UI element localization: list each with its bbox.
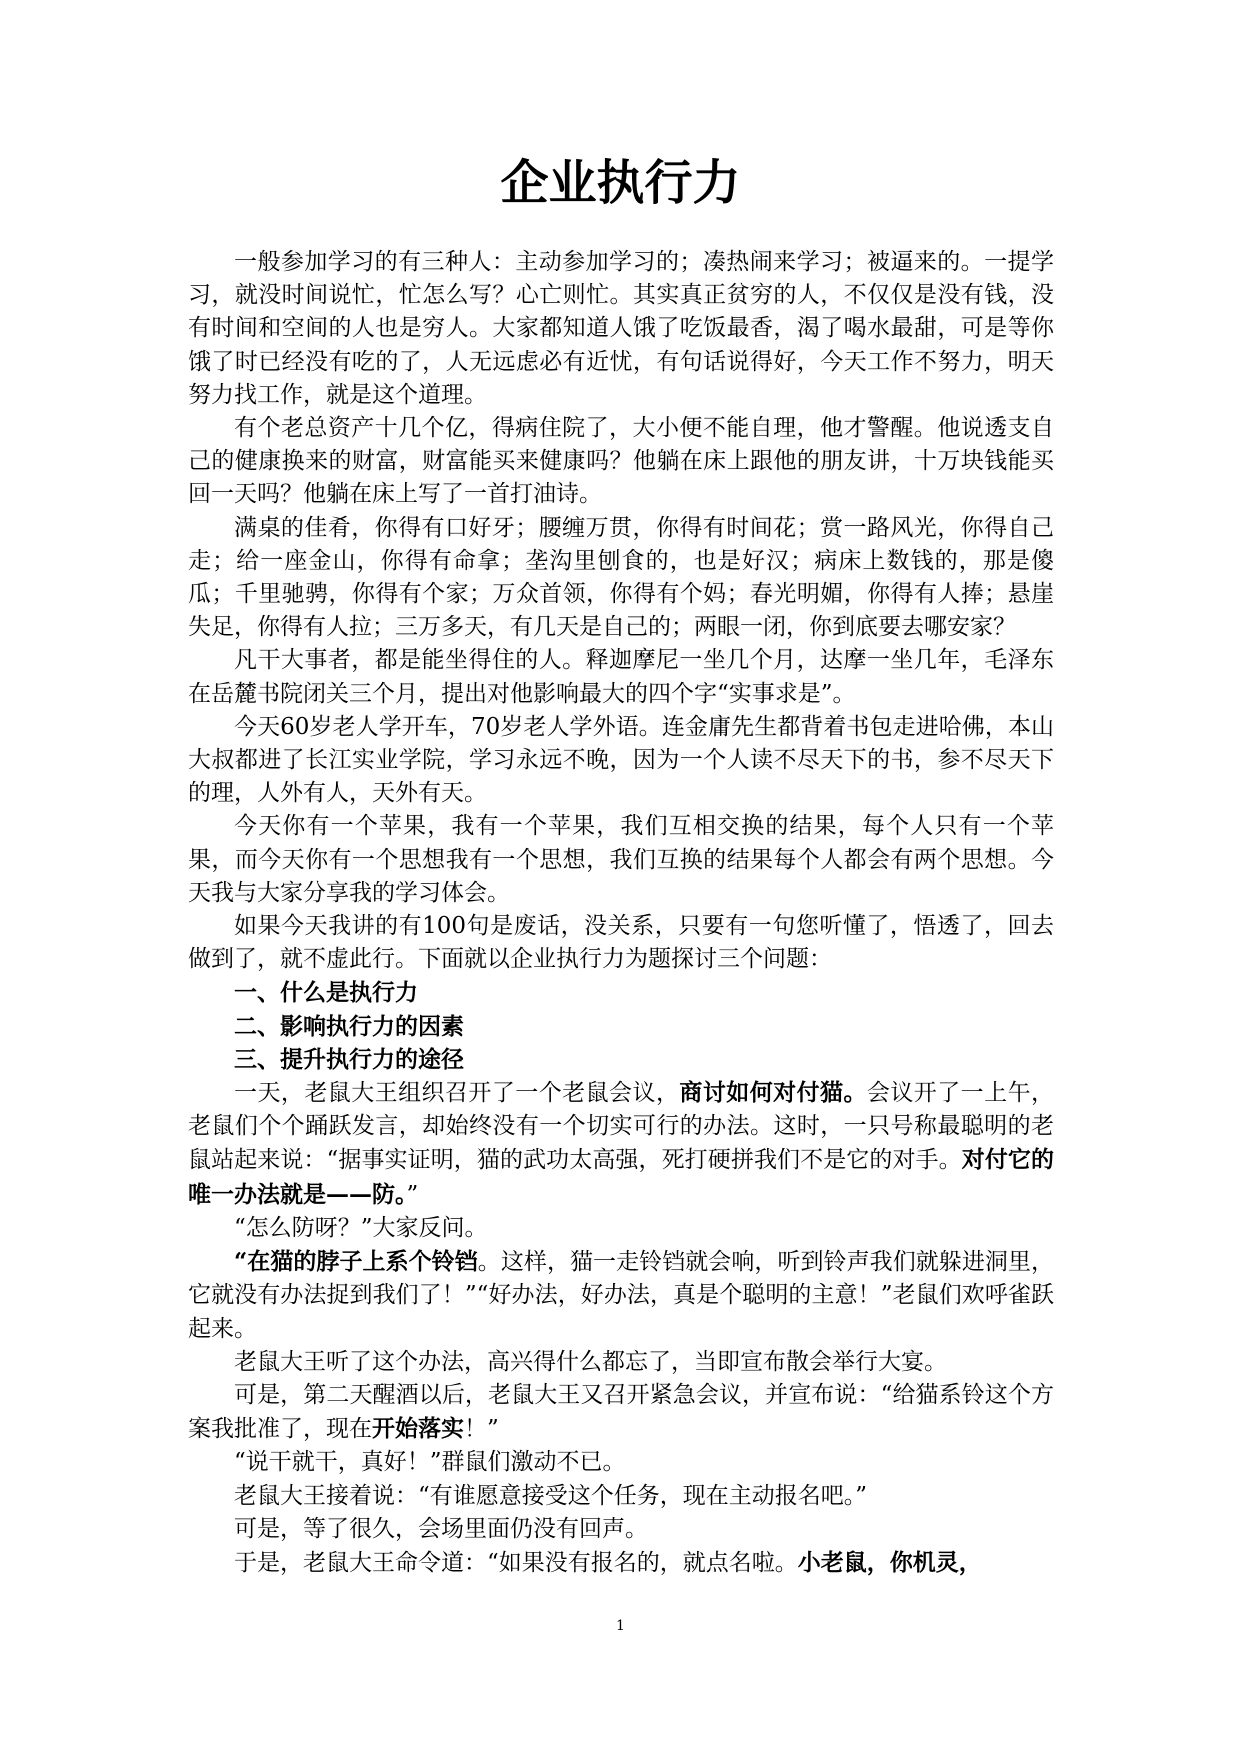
body-paragraph (188, 810, 1054, 910)
text-segment: 会议开了一上午，老鼠们个个踊跃发言，却始终没有一个切实可行的办法。这时，一只号称最聪明的老鼠站起来说：“据事实证明，猫的武功太高强，死打硬拼我们不是它的对手。 (188, 1080, 1055, 1174)
text-segment: 有个老总资产十几个亿，得病住院了，大小便不能自理，他才警醒。他说透支自己的健康换来的财富，财富能买来健康吗？他躺在床上跟他的朋友讲，十万块钱能买回一天吗？他躺在床上写了一首打油诗。 (188, 415, 1054, 508)
body-paragraph (188, 1446, 1054, 1479)
text-segment: 于是，老鼠大王命令道：“如果没有报名的，就点名啦。 (234, 1549, 798, 1576)
body-paragraph (188, 711, 1054, 811)
text-segment: 老鼠大王听了这个办法，高兴得什么都忘了，当即宣布散会举行大宴。 (234, 1348, 947, 1375)
section-heading (188, 1010, 1054, 1043)
body-paragraph (188, 910, 1054, 976)
text-segment: “怎么防呀？”大家反问。 (234, 1214, 488, 1241)
text-segment: 今天60岁老人学开车，70岁老人学外语。连金庸先生都背着书包走进哈佛，本山大叔都进了长江实业学院，学习永远不晚，因为一个人读不尽天下的书，参不尽天下的理，人外有人，天外有天。 (188, 713, 1054, 807)
text-segment: ” (406, 1181, 419, 1208)
body-paragraph (188, 512, 1054, 645)
body-paragraph (188, 1513, 1054, 1546)
bold-text-segment: “在猫的脖子上系个铃铛 (234, 1248, 478, 1276)
section-heading (188, 1043, 1054, 1076)
text-segment: 今天你有一个苹果，我有一个苹果，我们互相交换的结果，每个人只有一个苹果，而今天你有一个思想我有一个思想，我们互换的结果每个人都会有两个思想。今天我与大家分享我的学习体会。 (188, 813, 1054, 906)
bold-text-segment: 商讨如何对付猫。 (679, 1079, 867, 1107)
body-paragraph (188, 1379, 1054, 1446)
body-paragraph (188, 1212, 1054, 1245)
text-segment: 一天，老鼠大王组织召开了一个老鼠会议， (234, 1080, 680, 1107)
body-paragraph (188, 246, 1054, 412)
body-paragraph (188, 412, 1054, 512)
body-paragraph (188, 1245, 1054, 1346)
text-segment: “说干就干，真好！”群鼠们激动不已。 (234, 1449, 626, 1476)
section-heading (188, 976, 1054, 1009)
text-segment: ！” (464, 1416, 499, 1443)
bold-text-segment: 小老鼠，你机灵， (797, 1548, 982, 1576)
body-paragraph (188, 644, 1054, 710)
text-segment: 老鼠大王接着说：“有谁愿意接受这个任务，现在主动报名吧。” (234, 1482, 868, 1509)
document-title: 企业执行力 (500, 155, 741, 211)
text-segment: 。这样，猫一走铃铛就会响，听到铃声我们就躲进洞里，它就没有办法捉到我们了！”“好办法，好办法，真是个聪明的主意！”老鼠们欢呼雀跃起来。 (188, 1249, 1055, 1342)
text-segment: 凡干大事者，都是能坐得住的人。释迦摩尼一坐几个月，达摩一坐几年，毛泽东在岳麓书院闭关三个月，提出对他影响最大的四个字“实事求是”。 (188, 647, 1054, 707)
bold-text-segment: 对付它的唯一办法就是——防。 (188, 1146, 1054, 1208)
text-segment: 二、影响执行力的因素 (234, 1012, 464, 1040)
bold-text-segment: 开始落实 (372, 1415, 464, 1443)
text-segment: 一、什么是执行力 (234, 979, 418, 1007)
document-body (188, 246, 1054, 1580)
body-paragraph (188, 1076, 1054, 1212)
text-segment: 可是，第二天醒酒以后，老鼠大王又召开紧急会议，并宣布说：“给猫系铃这个方案我批准了，现在 (188, 1381, 1054, 1443)
text-segment: 满桌的佳肴，你得有口好牙；腰缠万贯，你得有时间花；赏一路风光，你得自己走；给一座金山，你得有命拿；垄沟里刨食的，也是好汉；病床上数钱的，那是傻瓜；千里驰骋，你得有个家；万众首领，你得有个妈；春光明媚，你得有人捧；悬崖失足，你得有人拉；三万多天，有几天是自己的；两眼一闭，你到底要去哪安家？ (188, 514, 1054, 641)
body-paragraph (188, 1480, 1054, 1513)
text-segment: 一般参加学习的有三种人：主动参加学习的；凑热闹来学习；被逼来的。一提学习，就没时间说忙，忙怎么写？心亡则忙。其实真正贫穷的人，不仅仅是没有钱，没有时间和空间的人也是穷人。大家都知道人饿了吃饭最香，渴了喝水最甜，可是等你饿了时已经没有吃的了，人无远虑必有近忧，有句话说得好，今天工作不努力，明天努力找工作，就是这个道理。 (188, 249, 1054, 408)
text-segment: 三、提升执行力的途径 (234, 1045, 464, 1073)
text-segment: 如果今天我讲的有100句是废话，没关系，只要有一句您听懂了，悟透了，回去做到了，就不虚此行。下面就以企业执行力为题探讨三个问题： (188, 913, 1054, 973)
text-segment: 可是，等了很久，会场里面仍没有回声。 (234, 1515, 648, 1542)
body-paragraph (188, 1546, 1054, 1580)
body-paragraph (188, 1346, 1054, 1379)
page-number: 1 (616, 1618, 625, 1634)
